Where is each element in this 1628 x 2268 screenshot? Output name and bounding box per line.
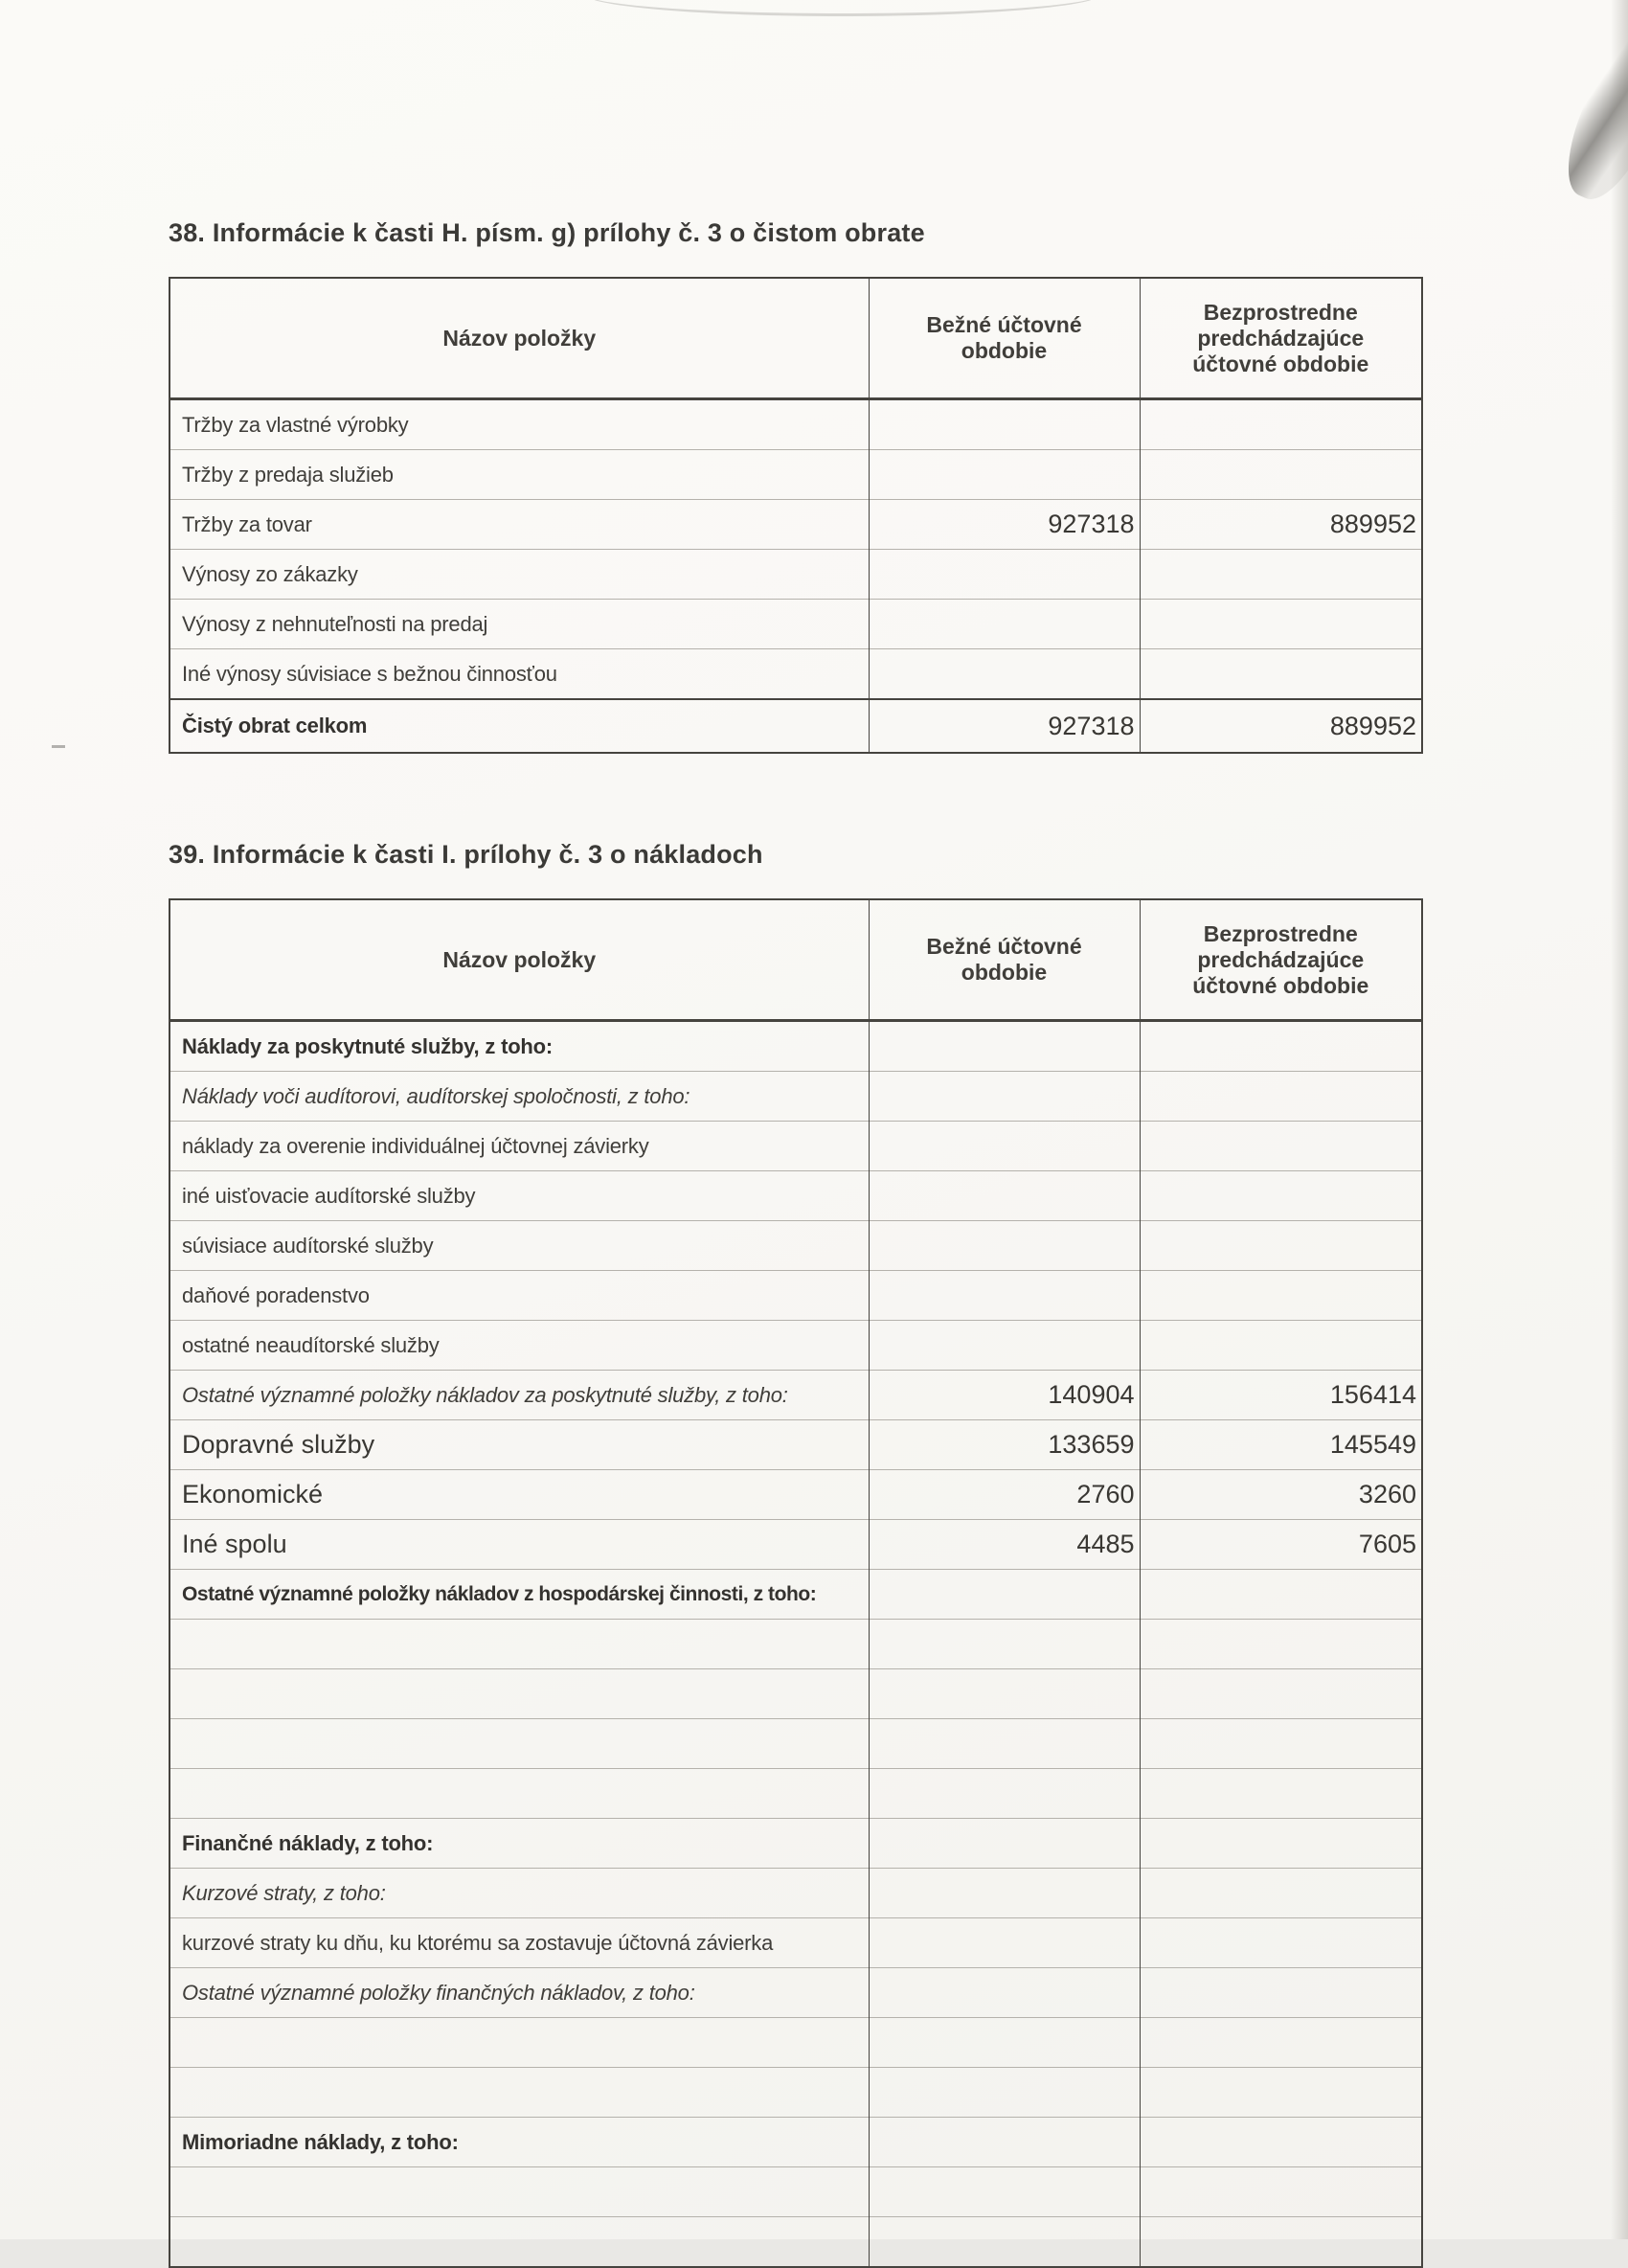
current-period-cell xyxy=(869,1918,1140,1968)
row-label-cell xyxy=(170,2018,869,2068)
current-period-cell xyxy=(869,1171,1140,1221)
current-period-cell xyxy=(869,1669,1140,1719)
previous-period-cell: 889952 xyxy=(1140,699,1422,753)
previous-period-cell xyxy=(1140,2118,1422,2167)
current-period-cell xyxy=(869,600,1140,649)
current-period-cell xyxy=(869,649,1140,700)
row-label-cell: Finančné náklady, z toho: xyxy=(170,1819,869,1869)
previous-period-cell xyxy=(1140,1719,1422,1769)
table-row xyxy=(170,399,1422,450)
row-label-cell: Tržby za vlastné výrobky xyxy=(182,412,409,437)
previous-period-cell xyxy=(1140,649,1422,700)
current-period-cell xyxy=(869,2217,1140,2268)
table-row xyxy=(170,1819,1422,1869)
current-period-cell xyxy=(869,1620,1140,1669)
row-label-cell xyxy=(170,1719,869,1769)
row-label-cell: Iné výnosy súvisiace s bežnou činnosťou xyxy=(170,649,869,700)
current-period-cell: 133659 xyxy=(869,1420,1140,1470)
row-label-cell: iné uisťovacie audítorské služby xyxy=(170,1171,869,1221)
net-turnover-table xyxy=(169,277,1423,754)
section-38-heading: 38. Informácie k časti H. písm. g) prílohy č. 3 o čistom obrate xyxy=(169,218,925,247)
table-row xyxy=(170,550,1422,600)
current-period-cell xyxy=(869,2118,1140,2167)
table-row xyxy=(170,1371,1422,1420)
current-period-cell xyxy=(869,1271,1140,1321)
previous-period-cell xyxy=(1140,2217,1422,2268)
row-label-cell: kurzové straty ku dňu, ku ktorému sa zostavuje účtovná závierka xyxy=(170,1918,869,1968)
previous-period-cell xyxy=(1140,1321,1422,1371)
table-row xyxy=(170,1769,1422,1819)
table-row xyxy=(170,1271,1422,1321)
table-row xyxy=(170,1321,1422,1371)
current-period-cell: 927318 xyxy=(869,699,1140,753)
header-previous-period: Bezprostredne predchádzajúce účtovné obdobie xyxy=(1140,899,1422,1021)
previous-period-cell xyxy=(1140,1968,1422,2018)
row-label-cell: Náklady voči audítorovi, audítorskej spoločnosti, z toho: xyxy=(170,1072,869,1122)
current-period-cell: 927318 xyxy=(869,500,1140,550)
scan-artifact-margin-mark xyxy=(52,745,65,748)
current-period-cell xyxy=(869,1819,1140,1869)
table-row xyxy=(170,1968,1422,2018)
previous-period-cell xyxy=(1140,2068,1422,2118)
previous-period-cell xyxy=(1140,1819,1422,1869)
previous-period-cell xyxy=(1140,1570,1422,1620)
table-row xyxy=(170,1021,1422,1072)
header-previous-period: Bezprostredne predchádzajúce účtovné obdobie xyxy=(1140,278,1422,399)
row-label-cell: Mimoriadne náklady, z toho: xyxy=(170,2118,869,2167)
previous-period-cell xyxy=(1140,2018,1422,2068)
previous-period-cell xyxy=(1140,450,1422,500)
current-period-cell xyxy=(869,2167,1140,2217)
row-label-cell xyxy=(170,1669,869,1719)
row-label-cell xyxy=(170,2217,869,2268)
current-period-cell xyxy=(869,399,1140,450)
table-row xyxy=(170,2167,1422,2217)
row-label-cell: Ostatné významné položky finančných nákladov, z toho: xyxy=(170,1968,869,2018)
row-label-cell: Náklady za poskytnuté služby, z toho: xyxy=(182,1033,554,1058)
header-current-period: Bežné účtovné obdobie xyxy=(869,278,1140,399)
table-header-row xyxy=(170,278,1422,399)
table-row xyxy=(170,1221,1422,1271)
row-label-cell: Výnosy zo zákazky xyxy=(170,550,869,600)
header-item-name: Názov položky xyxy=(170,278,869,399)
table-row xyxy=(170,1719,1422,1769)
row-label-cell: Ekonomické xyxy=(170,1470,869,1520)
row-label-cell: Ostatné významné položky nákladov z hospodárskej činnosti, z toho: xyxy=(170,1570,869,1620)
row-label-cell xyxy=(170,2068,869,2118)
current-period-cell xyxy=(869,450,1140,500)
table-row xyxy=(170,1669,1422,1719)
previous-period-cell xyxy=(1140,600,1422,649)
previous-period-cell xyxy=(1140,1122,1422,1171)
scan-artifact-top-edge xyxy=(584,0,1101,16)
table-row xyxy=(170,1570,1422,1620)
previous-period-cell xyxy=(1140,1620,1422,1669)
header-item-name: Názov položky xyxy=(170,899,869,1021)
row-label-cell: ostatné neaudítorské služby xyxy=(170,1321,869,1371)
table-header-row xyxy=(170,899,1422,1021)
row-label-cell: Iné spolu xyxy=(170,1520,869,1570)
table-row xyxy=(170,1620,1422,1669)
document-content xyxy=(169,218,1421,2268)
row-label-cell: Tržby za tovar xyxy=(170,500,869,550)
section-39-heading: 39. Informácie k časti I. prílohy č. 3 o nákladoch xyxy=(169,840,763,869)
previous-period-cell: 7605 xyxy=(1140,1520,1422,1570)
current-period-cell: 2760 xyxy=(869,1470,1140,1520)
current-period-cell xyxy=(869,1769,1140,1819)
row-label-cell: Kurzové straty, z toho: xyxy=(170,1869,869,1918)
current-period-cell xyxy=(869,1869,1140,1918)
previous-period-cell xyxy=(1140,1221,1422,1271)
table-row xyxy=(170,1171,1422,1221)
previous-period-cell xyxy=(1140,1769,1422,1819)
previous-period-cell: 145549 xyxy=(1140,1420,1422,1470)
table-row xyxy=(170,1122,1422,1171)
previous-period-cell xyxy=(1140,1669,1422,1719)
table-row xyxy=(170,600,1422,649)
row-label-cell: daňové poradenstvo xyxy=(170,1271,869,1321)
current-period-cell xyxy=(869,2068,1140,2118)
row-label-cell xyxy=(170,1620,869,1669)
table-row-total xyxy=(170,699,1422,753)
current-period-cell xyxy=(869,1021,1140,1072)
current-period-cell xyxy=(869,1321,1140,1371)
previous-period-cell: 156414 xyxy=(1140,1371,1422,1420)
table-row xyxy=(170,1470,1422,1520)
table-row xyxy=(170,1918,1422,1968)
row-label-cell: Tržby z predaja služieb xyxy=(170,450,869,500)
current-period-cell: 140904 xyxy=(869,1371,1140,1420)
table-row xyxy=(170,2217,1422,2268)
previous-period-cell xyxy=(1140,2167,1422,2217)
current-period-cell xyxy=(869,1072,1140,1122)
table-row xyxy=(170,450,1422,500)
row-label-cell: Ostatné významné položky nákladov za poskytnuté služby, z toho: xyxy=(170,1371,869,1420)
previous-period-cell xyxy=(1140,1021,1422,1072)
current-period-cell xyxy=(869,1570,1140,1620)
row-label-cell xyxy=(170,2167,869,2217)
previous-period-cell: 3260 xyxy=(1140,1470,1422,1520)
current-period-cell xyxy=(869,1221,1140,1271)
previous-period-cell xyxy=(1140,1271,1422,1321)
current-period-cell: 4485 xyxy=(869,1520,1140,1570)
previous-period-cell xyxy=(1140,1072,1422,1122)
row-label-cell: súvisiace audítorské služby xyxy=(170,1221,869,1271)
row-label-cell: Výnosy z nehnuteľnosti na predaj xyxy=(170,600,869,649)
row-label-cell: náklady za overenie individuálnej účtovnej závierky xyxy=(170,1122,869,1171)
table-row xyxy=(170,649,1422,700)
current-period-cell xyxy=(869,2018,1140,2068)
previous-period-cell xyxy=(1140,1171,1422,1221)
table-row xyxy=(170,1072,1422,1122)
costs-table xyxy=(169,898,1423,2268)
current-period-cell xyxy=(869,1719,1140,1769)
previous-period-cell: 889952 xyxy=(1140,500,1422,550)
previous-period-cell xyxy=(1140,399,1422,450)
current-period-cell xyxy=(869,1122,1140,1171)
row-label-cell xyxy=(170,1769,869,1819)
current-period-cell xyxy=(869,1968,1140,2018)
table-row xyxy=(170,1520,1422,1570)
table-row xyxy=(170,500,1422,550)
table-row xyxy=(170,2018,1422,2068)
table-row xyxy=(170,1869,1422,1918)
previous-period-cell xyxy=(1140,1869,1422,1918)
row-label-cell: Dopravné služby xyxy=(170,1420,869,1470)
header-current-period: Bežné účtovné obdobie xyxy=(869,899,1140,1021)
row-label-cell: Čistý obrat celkom xyxy=(170,699,869,753)
table-row xyxy=(170,2118,1422,2167)
table-row xyxy=(170,1420,1422,1470)
current-period-cell xyxy=(869,550,1140,600)
scan-artifact-right-edge xyxy=(1611,0,1628,2239)
table-row xyxy=(170,2068,1422,2118)
previous-period-cell xyxy=(1140,550,1422,600)
previous-period-cell xyxy=(1140,1918,1422,1968)
